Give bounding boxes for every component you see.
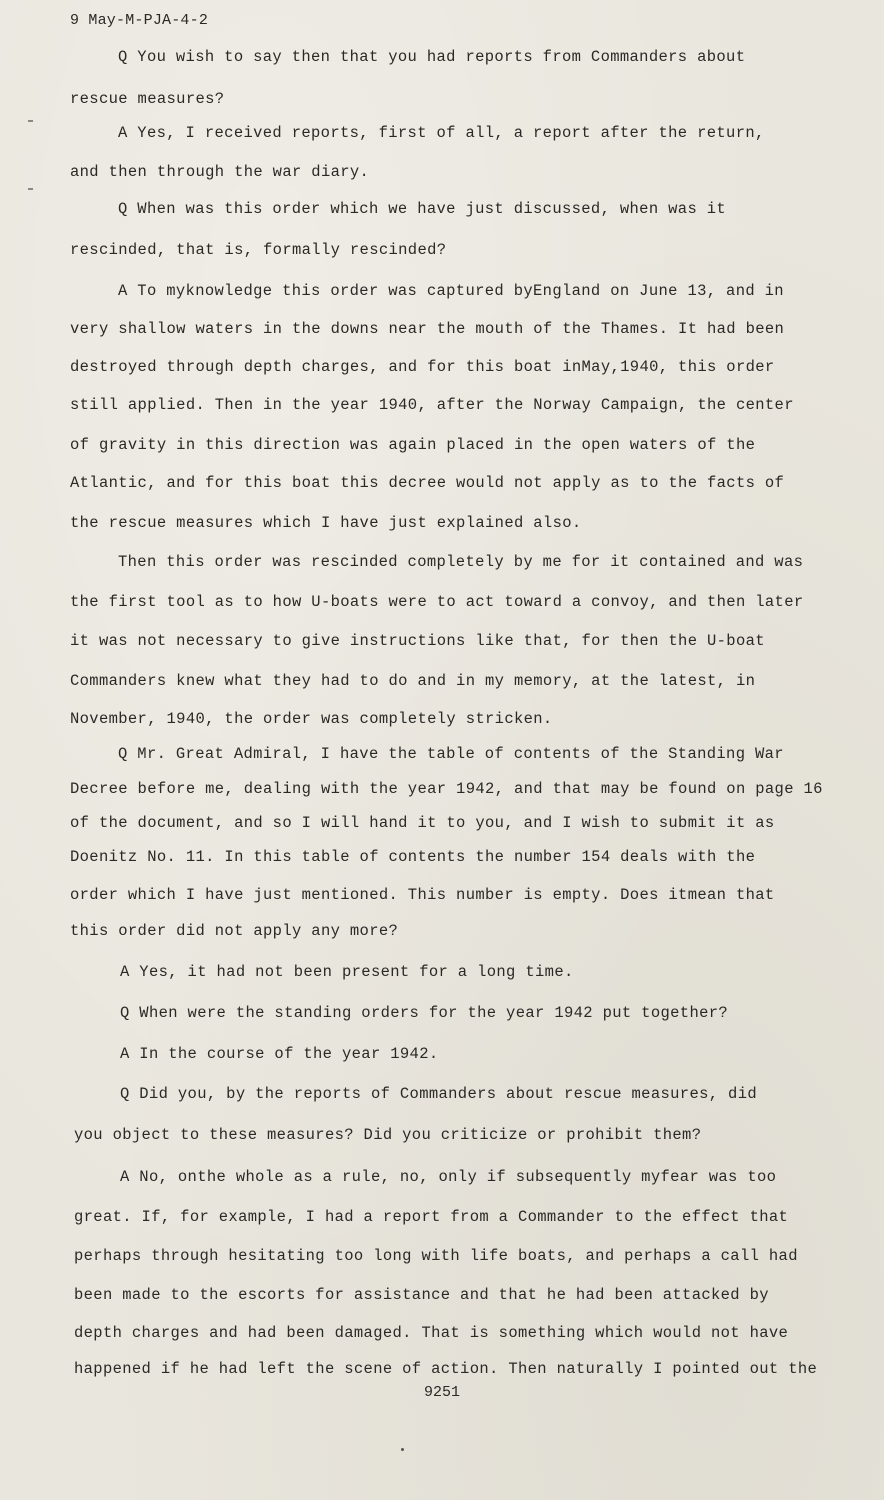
text-line: destroyed through depth charges, and for this boat inMay,1940, this order	[70, 358, 775, 376]
text-line: rescinded, that is, formally rescinded?	[70, 241, 447, 259]
document-header: 9 May-M-PJA-4-2	[70, 12, 209, 29]
text-line: of gravity in this direction was again placed in the open waters of the	[70, 436, 756, 454]
text-line: this order did not apply any more?	[70, 922, 399, 940]
text-line: A Yes, I received reports, first of all, a report after the return,	[118, 124, 765, 142]
text-line: great. If, for example, I had a report from a Commander to the effect that	[74, 1208, 789, 1226]
text-line: of the document, and so I will hand it to you, and I wish to submit it as	[70, 814, 775, 832]
text-line: Atlantic, and for this boat this decree would not apply as to the facts of	[70, 474, 785, 492]
text-line: Doenitz No. 11. In this table of contents the number 154 deals with the	[70, 848, 756, 866]
text-line: the rescue measures which I have just explained also.	[70, 514, 582, 532]
ink-dot	[401, 1448, 404, 1451]
margin-mark	[28, 120, 33, 122]
text-line: Then this order was rescinded completely by me for it contained and was	[118, 553, 804, 571]
text-line: A To myknowledge this order was captured byEngland on June 13, and in	[118, 282, 784, 300]
text-line: and then through the war diary.	[70, 163, 370, 181]
text-line: very shallow waters in the downs near the mouth of the Thames. It had been	[70, 320, 785, 338]
text-line: Q Did you, by the reports of Commanders about rescue measures, did	[120, 1085, 757, 1103]
text-line: happened if he had left the scene of action. Then naturally I pointed out the	[74, 1360, 818, 1378]
text-line: you object to these measures? Did you criticize or prohibit them?	[74, 1126, 702, 1144]
text-line: Commanders knew what they had to do and in my memory, at the latest, in	[70, 672, 756, 690]
text-line: the first tool as to how U-boats were to act toward a convoy, and then later	[70, 593, 804, 611]
text-line: it was not necessary to give instructions like that, for then the U-boat	[70, 632, 765, 650]
text-line: Decree before me, dealing with the year 1942, and that may be found on page 16	[70, 780, 823, 798]
text-line: A In the course of the year 1942.	[120, 1045, 439, 1063]
text-line: A No, onthe whole as a rule, no, only if subsequently myfear was too	[120, 1168, 777, 1186]
page-number: 9251	[424, 1384, 461, 1401]
text-line: order which I have just mentioned. This number is empty. Does itmean that	[70, 886, 775, 904]
text-line: Q You wish to say then that you had reports from Commanders about	[118, 48, 746, 66]
text-line: rescue measures?	[70, 90, 225, 108]
text-line: still applied. Then in the year 1940, after the Norway Campaign, the center	[70, 396, 794, 414]
text-line: November, 1940, the order was completely stricken.	[70, 710, 553, 728]
text-line: depth charges and had been damaged. That is something which would not have	[74, 1324, 789, 1342]
text-line: A Yes, it had not been present for a long time.	[120, 963, 574, 981]
text-line: Q When were the standing orders for the year 1942 put together?	[120, 1004, 729, 1022]
text-line: Q When was this order which we have just discussed, when was it	[118, 200, 727, 218]
text-line: been made to the escorts for assistance and that he had been attacked by	[74, 1286, 769, 1304]
text-line: Q Mr. Great Admiral, I have the table of contents of the Standing War	[118, 745, 784, 763]
text-line: perhaps through hesitating too long with life boats, and perhaps a call had	[74, 1247, 798, 1265]
margin-mark	[28, 188, 33, 190]
